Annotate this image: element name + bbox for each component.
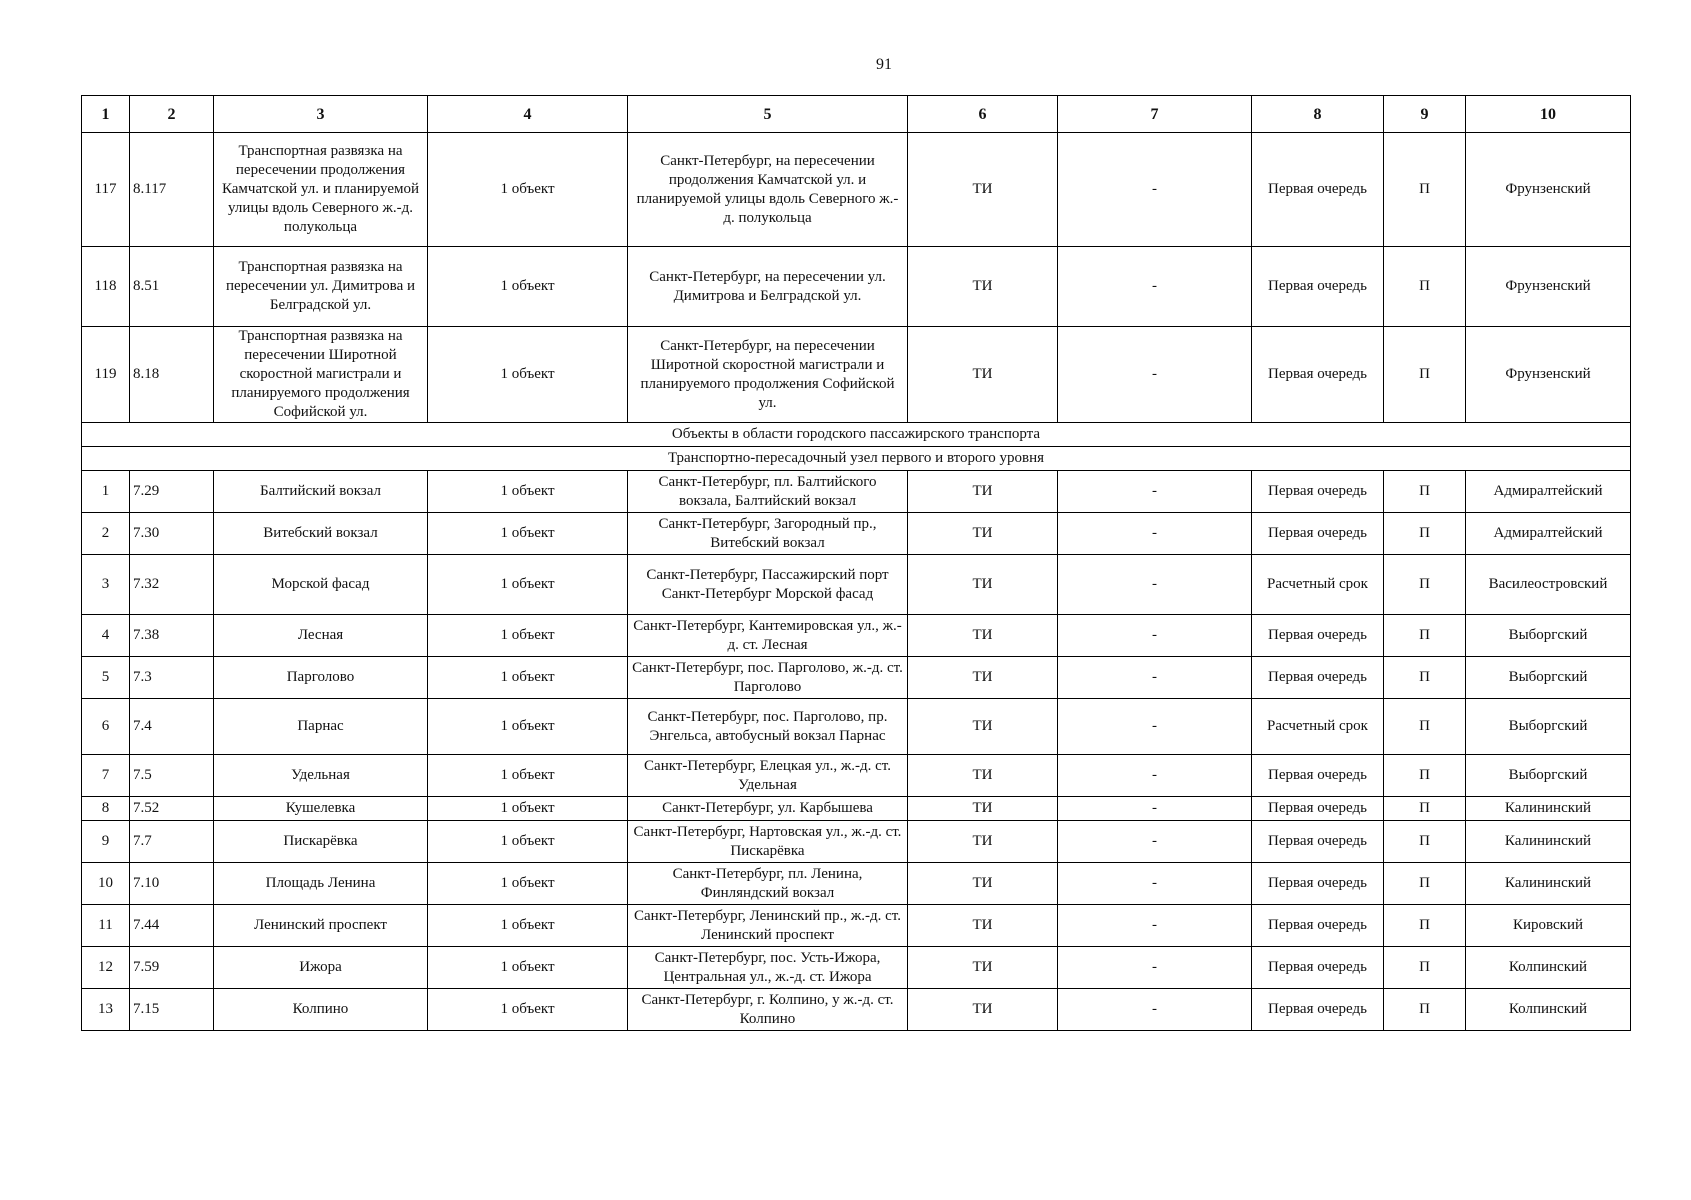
page-number: 91 bbox=[876, 56, 892, 73]
column-7-value: - bbox=[1058, 863, 1252, 905]
status-code: П bbox=[1384, 947, 1466, 989]
object-type: ТИ bbox=[908, 821, 1058, 863]
column-7-value: - bbox=[1058, 133, 1252, 247]
column-7-value: - bbox=[1058, 905, 1252, 947]
table-row bbox=[82, 821, 1631, 863]
header-cell: 2 bbox=[130, 96, 214, 133]
implementation-stage: Первая очередь bbox=[1252, 989, 1384, 1031]
implementation-stage: Расчетный срок bbox=[1252, 555, 1384, 615]
table-row bbox=[82, 755, 1631, 797]
status-code: П bbox=[1384, 133, 1466, 247]
row-number: 118 bbox=[82, 247, 130, 327]
row-code: 7.32 bbox=[130, 555, 214, 615]
table-row bbox=[82, 905, 1631, 947]
row-number: 7 bbox=[82, 755, 130, 797]
table-body-interchanges bbox=[82, 133, 1631, 423]
object-quantity: 1 объект bbox=[428, 327, 628, 423]
subsection-title: Транспортно-пересадочный узел первого и второго уровня bbox=[82, 447, 1631, 471]
table-row bbox=[82, 471, 1631, 513]
object-location: Санкт-Петербург, на пересечении ул. Димитрова и Белградской ул. bbox=[628, 247, 908, 327]
status-code: П bbox=[1384, 863, 1466, 905]
object-location: Санкт-Петербург, Пассажирский порт Санкт-Петербург Морской фасад bbox=[628, 555, 908, 615]
object-location: Санкт-Петербург, пос. Парголово, ж.-д. ст. Парголово bbox=[628, 657, 908, 699]
implementation-stage: Первая очередь bbox=[1252, 821, 1384, 863]
object-name: Кушелевка bbox=[214, 797, 428, 821]
row-code: 8.117 bbox=[130, 133, 214, 247]
object-location: Санкт-Петербург, пос. Усть-Ижора, Центральная ул., ж.-д. ст. Ижора bbox=[628, 947, 908, 989]
object-name: Транспортная развязка на пересечении Широтной скоростной магистрали и планируемого продолжения Софийской ул. bbox=[214, 327, 428, 423]
district-name: Выборгский bbox=[1466, 615, 1631, 657]
table-row bbox=[82, 133, 1631, 247]
object-type: ТИ bbox=[908, 513, 1058, 555]
header-cell: 5 bbox=[628, 96, 908, 133]
object-location: Санкт-Петербург, на пересечении продолжения Камчатской ул. и планируемой улицы вдоль Северного ж.-д. полукольца bbox=[628, 133, 908, 247]
subsection-row bbox=[82, 447, 1631, 471]
implementation-stage: Первая очередь bbox=[1252, 247, 1384, 327]
object-type: ТИ bbox=[908, 755, 1058, 797]
row-code: 7.29 bbox=[130, 471, 214, 513]
object-type: ТИ bbox=[908, 989, 1058, 1031]
column-7-value: - bbox=[1058, 699, 1252, 755]
header-cell: 10 bbox=[1466, 96, 1631, 133]
header-cell: 3 bbox=[214, 96, 428, 133]
row-code: 7.4 bbox=[130, 699, 214, 755]
object-name: Лесная bbox=[214, 615, 428, 657]
district-name: Калининский bbox=[1466, 821, 1631, 863]
district-name: Колпинский bbox=[1466, 947, 1631, 989]
row-number: 11 bbox=[82, 905, 130, 947]
implementation-stage: Первая очередь bbox=[1252, 471, 1384, 513]
object-name: Площадь Ленина bbox=[214, 863, 428, 905]
table-row bbox=[82, 327, 1631, 423]
table-row bbox=[82, 247, 1631, 327]
row-number: 6 bbox=[82, 699, 130, 755]
row-number: 13 bbox=[82, 989, 130, 1031]
object-type: ТИ bbox=[908, 797, 1058, 821]
row-code: 7.10 bbox=[130, 863, 214, 905]
row-code: 8.18 bbox=[130, 327, 214, 423]
object-location: Санкт-Петербург, Елецкая ул., ж.-д. ст. Удельная bbox=[628, 755, 908, 797]
object-name: Транспортная развязка на пересечении продолжения Камчатской ул. и планируемой улицы вдоль Северного ж.-д. полукольца bbox=[214, 133, 428, 247]
object-name: Парголово bbox=[214, 657, 428, 699]
object-location: Санкт-Петербург, пл. Балтийского вокзала, Балтийский вокзал bbox=[628, 471, 908, 513]
table-row bbox=[82, 863, 1631, 905]
column-7-value: - bbox=[1058, 471, 1252, 513]
column-7-value: - bbox=[1058, 327, 1252, 423]
data-table bbox=[81, 95, 1631, 1031]
row-code: 7.5 bbox=[130, 755, 214, 797]
column-7-value: - bbox=[1058, 615, 1252, 657]
object-type: ТИ bbox=[908, 657, 1058, 699]
implementation-stage: Первая очередь bbox=[1252, 657, 1384, 699]
status-code: П bbox=[1384, 657, 1466, 699]
table-row bbox=[82, 947, 1631, 989]
column-7-value: - bbox=[1058, 821, 1252, 863]
status-code: П bbox=[1384, 905, 1466, 947]
implementation-stage: Первая очередь bbox=[1252, 133, 1384, 247]
object-quantity: 1 объект bbox=[428, 471, 628, 513]
object-quantity: 1 объект bbox=[428, 989, 628, 1031]
table-body-hubs bbox=[82, 471, 1631, 1031]
implementation-stage: Первая очередь bbox=[1252, 615, 1384, 657]
implementation-stage: Первая очередь bbox=[1252, 327, 1384, 423]
row-code: 7.59 bbox=[130, 947, 214, 989]
object-location: Санкт-Петербург, Кантемировская ул., ж.-д. ст. Лесная bbox=[628, 615, 908, 657]
status-code: П bbox=[1384, 247, 1466, 327]
district-name: Адмиралтейский bbox=[1466, 513, 1631, 555]
row-number: 117 bbox=[82, 133, 130, 247]
table-row bbox=[82, 513, 1631, 555]
object-quantity: 1 объект bbox=[428, 755, 628, 797]
header-cell: 6 bbox=[908, 96, 1058, 133]
column-7-value: - bbox=[1058, 513, 1252, 555]
table-row bbox=[82, 615, 1631, 657]
object-quantity: 1 объект bbox=[428, 797, 628, 821]
row-number: 9 bbox=[82, 821, 130, 863]
object-location: Санкт-Петербург, Нартовская ул., ж.-д. ст. Пискарёвка bbox=[628, 821, 908, 863]
status-code: П bbox=[1384, 797, 1466, 821]
object-name: Парнас bbox=[214, 699, 428, 755]
implementation-stage: Первая очередь bbox=[1252, 513, 1384, 555]
table-header-row bbox=[82, 96, 1631, 133]
column-7-value: - bbox=[1058, 657, 1252, 699]
header-cell: 9 bbox=[1384, 96, 1466, 133]
object-location: Санкт-Петербург, на пересечении Широтной скоростной магистрали и планируемого продолжения Софийской ул. bbox=[628, 327, 908, 423]
section-title: Объекты в области городского пассажирского транспорта bbox=[82, 423, 1631, 447]
district-name: Выборгский bbox=[1466, 657, 1631, 699]
object-name: Витебский вокзал bbox=[214, 513, 428, 555]
status-code: П bbox=[1384, 555, 1466, 615]
row-number: 2 bbox=[82, 513, 130, 555]
object-name: Колпино bbox=[214, 989, 428, 1031]
row-number: 3 bbox=[82, 555, 130, 615]
object-name: Балтийский вокзал bbox=[214, 471, 428, 513]
district-name: Калининский bbox=[1466, 797, 1631, 821]
status-code: П bbox=[1384, 327, 1466, 423]
district-name: Колпинский bbox=[1466, 989, 1631, 1031]
district-name: Адмиралтейский bbox=[1466, 471, 1631, 513]
object-type: ТИ bbox=[908, 327, 1058, 423]
row-number: 10 bbox=[82, 863, 130, 905]
district-name: Василеостровский bbox=[1466, 555, 1631, 615]
status-code: П bbox=[1384, 513, 1466, 555]
object-quantity: 1 объект bbox=[428, 905, 628, 947]
object-type: ТИ bbox=[908, 247, 1058, 327]
status-code: П bbox=[1384, 821, 1466, 863]
row-number: 4 bbox=[82, 615, 130, 657]
row-code: 7.44 bbox=[130, 905, 214, 947]
object-type: ТИ bbox=[908, 863, 1058, 905]
row-number: 5 bbox=[82, 657, 130, 699]
column-7-value: - bbox=[1058, 947, 1252, 989]
row-code: 7.52 bbox=[130, 797, 214, 821]
district-name: Фрунзенский bbox=[1466, 133, 1631, 247]
object-type: ТИ bbox=[908, 905, 1058, 947]
status-code: П bbox=[1384, 615, 1466, 657]
status-code: П bbox=[1384, 471, 1466, 513]
object-name: Ижора bbox=[214, 947, 428, 989]
implementation-stage: Первая очередь bbox=[1252, 797, 1384, 821]
row-number: 119 bbox=[82, 327, 130, 423]
column-7-value: - bbox=[1058, 755, 1252, 797]
row-code: 7.30 bbox=[130, 513, 214, 555]
implementation-stage: Расчетный срок bbox=[1252, 699, 1384, 755]
object-location: Санкт-Петербург, г. Колпино, у ж.-д. ст. Колпино bbox=[628, 989, 908, 1031]
section-row bbox=[82, 423, 1631, 447]
district-name: Выборгский bbox=[1466, 699, 1631, 755]
table-row bbox=[82, 699, 1631, 755]
object-location: Санкт-Петербург, Ленинский пр., ж.-д. ст. Ленинский проспект bbox=[628, 905, 908, 947]
district-name: Фрунзенский bbox=[1466, 247, 1631, 327]
object-type: ТИ bbox=[908, 699, 1058, 755]
object-location: Санкт-Петербург, пос. Парголово, пр. Энгельса, автобусный вокзал Парнас bbox=[628, 699, 908, 755]
object-quantity: 1 объект bbox=[428, 699, 628, 755]
header-cell: 1 bbox=[82, 96, 130, 133]
district-name: Калининский bbox=[1466, 863, 1631, 905]
district-name: Кировский bbox=[1466, 905, 1631, 947]
implementation-stage: Первая очередь bbox=[1252, 755, 1384, 797]
object-quantity: 1 объект bbox=[428, 513, 628, 555]
object-quantity: 1 объект bbox=[428, 555, 628, 615]
object-name: Пискарёвка bbox=[214, 821, 428, 863]
status-code: П bbox=[1384, 989, 1466, 1031]
header-cell: 4 bbox=[428, 96, 628, 133]
table-body-sections bbox=[82, 423, 1631, 471]
status-code: П bbox=[1384, 755, 1466, 797]
object-name: Ленинский проспект bbox=[214, 905, 428, 947]
table-row bbox=[82, 555, 1631, 615]
table-row bbox=[82, 989, 1631, 1031]
object-quantity: 1 объект bbox=[428, 821, 628, 863]
object-quantity: 1 объект bbox=[428, 947, 628, 989]
row-code: 7.15 bbox=[130, 989, 214, 1031]
object-location: Санкт-Петербург, Загородный пр., Витебский вокзал bbox=[628, 513, 908, 555]
column-7-value: - bbox=[1058, 247, 1252, 327]
row-code: 8.51 bbox=[130, 247, 214, 327]
table-row bbox=[82, 657, 1631, 699]
row-number: 1 bbox=[82, 471, 130, 513]
object-type: ТИ bbox=[908, 615, 1058, 657]
object-name: Морской фасад bbox=[214, 555, 428, 615]
column-7-value: - bbox=[1058, 555, 1252, 615]
object-quantity: 1 объект bbox=[428, 863, 628, 905]
object-type: ТИ bbox=[908, 133, 1058, 247]
row-code: 7.7 bbox=[130, 821, 214, 863]
header-cell: 8 bbox=[1252, 96, 1384, 133]
row-code: 7.3 bbox=[130, 657, 214, 699]
object-quantity: 1 объект bbox=[428, 657, 628, 699]
implementation-stage: Первая очередь bbox=[1252, 863, 1384, 905]
table-row bbox=[82, 797, 1631, 821]
object-quantity: 1 объект bbox=[428, 247, 628, 327]
status-code: П bbox=[1384, 699, 1466, 755]
row-code: 7.38 bbox=[130, 615, 214, 657]
district-name: Фрунзенский bbox=[1466, 327, 1631, 423]
implementation-stage: Первая очередь bbox=[1252, 947, 1384, 989]
object-type: ТИ bbox=[908, 555, 1058, 615]
object-type: ТИ bbox=[908, 947, 1058, 989]
object-type: ТИ bbox=[908, 471, 1058, 513]
column-7-value: - bbox=[1058, 989, 1252, 1031]
object-quantity: 1 объект bbox=[428, 615, 628, 657]
object-location: Санкт-Петербург, ул. Карбышева bbox=[628, 797, 908, 821]
row-number: 12 bbox=[82, 947, 130, 989]
header-cell: 7 bbox=[1058, 96, 1252, 133]
implementation-stage: Первая очередь bbox=[1252, 905, 1384, 947]
object-name: Транспортная развязка на пересечении ул. Димитрова и Белградской ул. bbox=[214, 247, 428, 327]
row-number: 8 bbox=[82, 797, 130, 821]
object-location: Санкт-Петербург, пл. Ленина, Финляндский вокзал bbox=[628, 863, 908, 905]
object-quantity: 1 объект bbox=[428, 133, 628, 247]
column-7-value: - bbox=[1058, 797, 1252, 821]
object-name: Удельная bbox=[214, 755, 428, 797]
district-name: Выборгский bbox=[1466, 755, 1631, 797]
